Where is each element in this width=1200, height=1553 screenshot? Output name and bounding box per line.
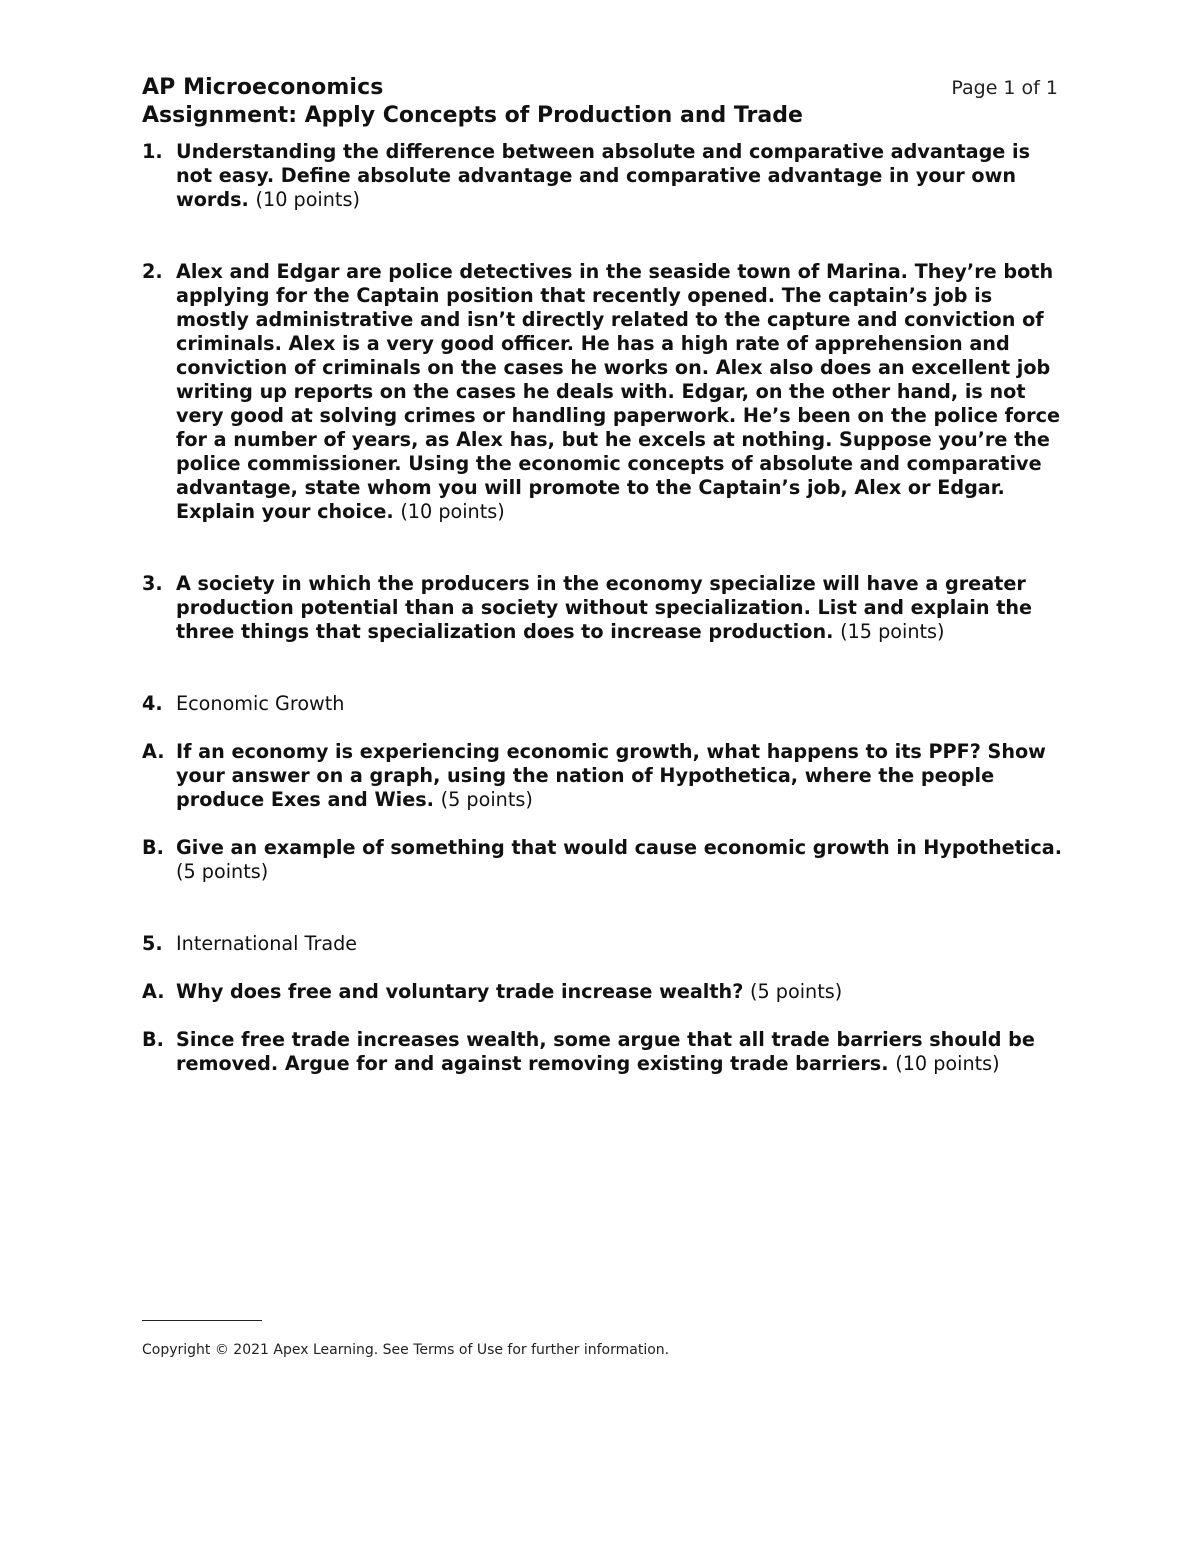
question-number: 1.: [142, 140, 163, 163]
question-points: (5 points): [176, 860, 269, 883]
header-row: [142, 74, 1062, 102]
document-page: [142, 74, 1062, 1076]
course-title: AP Microeconomics: [142, 75, 384, 100]
question-prompt: If an economy is experiencing economic growth, what happens to its PPF? Show your answer on a graph, using the nation of Hypothetica, where the people produce Exes and Wies.: [176, 740, 1046, 811]
question-letter: B.: [142, 836, 164, 859]
question-prompt: Understanding the difference between absolute and comparative advantage is not easy. Define absolute advantage and comparative advantage in your own words.: [176, 140, 1030, 211]
assignment-title: Assignment: Apply Concepts of Production and Trade: [142, 103, 803, 128]
question-prompt: Give an example of something that would cause economic growth in Hypothetica.: [176, 836, 1062, 859]
section-label-international-trade: International Trade: [176, 932, 358, 955]
question-3: [142, 572, 1062, 644]
question-text: [176, 1028, 1062, 1076]
question-1: [142, 140, 1062, 212]
question-4b: [142, 836, 1062, 884]
question-letter: A.: [142, 980, 165, 1003]
question-prompt: Why does free and voluntary trade increase wealth?: [176, 980, 744, 1003]
page-number: Page 1 of 1: [951, 77, 1058, 99]
question-prompt: A society in which the producers in the economy specialize will have a greater production potential than a society without specialization. List and explain the three things that specialization does to increase production.: [176, 572, 1033, 643]
question-number: 4.: [142, 692, 163, 715]
question-points: (5 points): [750, 980, 843, 1003]
question-2: [142, 260, 1062, 524]
question-points: (10 points): [400, 500, 505, 523]
question-letter: A.: [142, 740, 165, 763]
question-5: [142, 932, 1062, 956]
footer-divider: [142, 1320, 262, 1321]
question-5b: [142, 1028, 1062, 1076]
question-number: 2.: [142, 260, 163, 283]
footer: [142, 1320, 842, 1359]
question-4: [142, 692, 1062, 716]
question-points: (10 points): [255, 188, 360, 211]
question-points: (5 points): [440, 788, 533, 811]
question-text: [176, 572, 1062, 644]
question-points: (10 points): [895, 1052, 1000, 1075]
question-text: [176, 740, 1062, 812]
question-text: [176, 140, 1062, 212]
question-prompt: Alex and Edgar are police detectives in the seaside town of Marina. They’re both applying for the Captain position that recently opened. The captain’s job is mostly administrative and isn’t directly related to the capture and conviction of criminals. Alex is a very good officer. He has a high rate of apprehension and conviction of criminals on the cases he works on. Alex also does an excellent job writing up reports on the cases he deals with. Edgar, on the other hand, is not very good at solving crimes or handling paperwork. He’s been on the police force for a number of years, as Alex has, but he excels at nothing. Suppose you’re the police commissioner. Using the economic concepts of absolute and comparative advantage, state whom you will promote to the Captain’s job, Alex or Edgar. Explain your choice.: [176, 260, 1061, 523]
question-4a: [142, 740, 1062, 812]
question-text: [176, 980, 1062, 1004]
question-number: 5.: [142, 932, 163, 955]
question-5a: [142, 980, 1062, 1004]
question-points: (15 points): [840, 620, 945, 643]
question-letter: B.: [142, 1028, 164, 1051]
question-prompt: Since free trade increases wealth, some argue that all trade barriers should be removed. Argue for and against removing existing trade barriers.: [176, 1028, 1035, 1075]
section-label-economic-growth: Economic Growth: [176, 692, 345, 715]
question-text: [176, 260, 1062, 524]
question-number: 3.: [142, 572, 163, 595]
question-text: [176, 836, 1062, 884]
copyright-notice: Copyright © 2021 Apex Learning. See Terms of Use for further information.: [142, 1342, 670, 1358]
